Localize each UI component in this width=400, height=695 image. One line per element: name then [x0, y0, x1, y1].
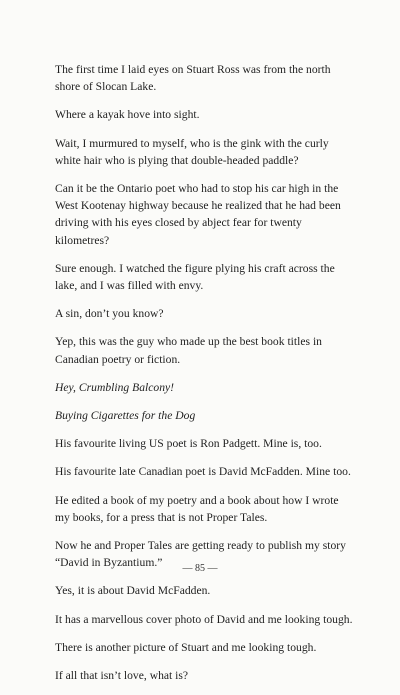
page-number: — 85 —: [182, 563, 218, 574]
paragraph: The first time I laid eyes on Stuart Ross was from the north shore of Slocan Lake.: [55, 63, 331, 94]
paragraph: Yes, it is about David McFadden.: [55, 584, 211, 598]
paragraph: It has a marvellous cover photo of David and me looking tough.: [55, 612, 353, 626]
paragraph: If all that isn’t love, what is?: [55, 669, 189, 683]
book-title-italic: Buying Cigarettes for the Dog: [55, 409, 196, 423]
paragraph: There is another picture of Stuart and me looking tough.: [55, 640, 317, 654]
paragraph: Sure enough. I watched the figure plying his craft across the lake, and I was filled with envy.: [55, 261, 335, 293]
paragraph: Wait, I murmured to myself, who is the gink with the curly white hair who is plying that double-headed paddle?: [55, 136, 329, 167]
paragraph: He edited a book of my poetry and a book about how I wrote my books, for a press that is not Proper Tales.: [55, 493, 339, 524]
paragraph: Now he and Proper Tales are getting ready to publish my story “David in Byzantium.”: [55, 539, 346, 570]
paragraph: Can it be the Ontario poet who had to stop his car high in the West Kootenay highway because he realized that he had been driving with his eyes closed by abject fear for twenty kilometres?: [55, 182, 341, 247]
paragraph: Where a kayak hove into sight.: [55, 108, 200, 122]
book-title-italic: Hey, Crumbling Balcony!: [55, 380, 175, 394]
paragraph: His favourite late Canadian poet is David McFadden. Mine too.: [55, 465, 351, 479]
paragraph: Yep, this was the guy who made up the best book titles in Canadian poetry or fiction.: [55, 335, 322, 366]
paragraph: His favourite living US poet is Ron Padgett. Mine is, too.: [55, 437, 322, 451]
paragraph: A sin, don’t you know?: [55, 307, 164, 321]
